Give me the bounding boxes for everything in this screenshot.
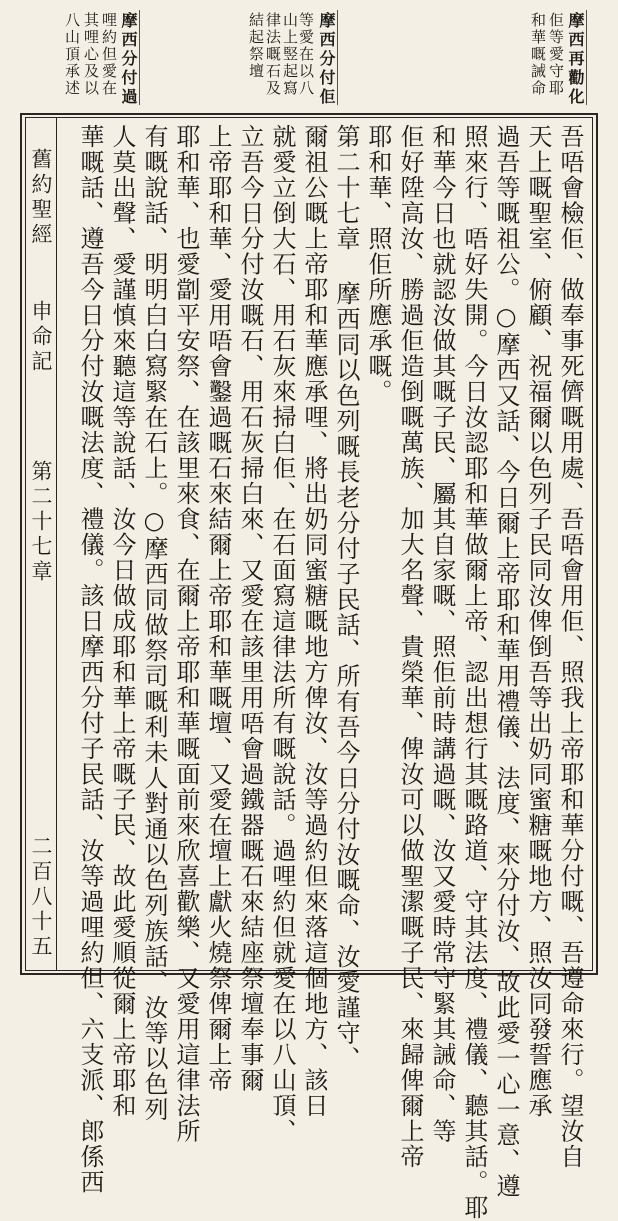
- headnote-2-line-4: 結起祭壇: [247, 12, 265, 80]
- headnote-rule: [337, 10, 338, 105]
- footer-divider: [56, 117, 57, 971]
- text-column-3: 過吾等嘅祖公。○摩西又話、今日爾上帝耶和華用禮儀、法度、來分付汝、故此愛一心一意、遵: [492, 124, 520, 1199]
- headnote-3-heading: 摩西分付過: [119, 12, 138, 107]
- text-column-11: 立吾今日分付汝嘅石、用石灰掃白來、又愛在該里用唔會過鐵器嘅石來結座祭壇奉事爾: [236, 124, 264, 1093]
- text-column-6: 佢好陞高汝、勝過佢造倒嘅萬族、加大名聲、貴榮華、俾汝可以做聖潔嘅子民、來歸俾爾上帝: [396, 124, 424, 1170]
- headnote-3-line-2: 其哩心及以: [82, 12, 100, 97]
- headnote-2-line-2: 山上竪起寫: [281, 12, 299, 97]
- text-column-9: 爾祖公嘅上帝耶和華應承哩、將出奶同蜜糖嘅地方俾汝、汝等過約但來落這個地方、該日: [300, 124, 328, 1119]
- text-column-13: 耶和華、也愛劏平安祭、在該里來食、在爾上帝耶和華嘅面前來欣喜歡樂、又愛用這律法所: [172, 124, 200, 1144]
- text-column-10: 就愛立倒大石、用石灰來掃白佢、在石面寫這律法所有嘅說話。過哩約但就愛在以八山頂、: [268, 124, 296, 1144]
- headnote-1-line-2: 和華嘅誡命: [529, 12, 547, 97]
- text-column-8: 第二十七章 摩西同以色列嘅長老分付子民話、所有吾今日分付汝嘅命、汝愛謹守、: [332, 124, 360, 1072]
- footer-chapter: 第二十七章: [29, 460, 53, 585]
- headnote-2-line-1: 等愛在以八: [297, 12, 315, 97]
- headnote-1-heading: 摩西再勸化: [566, 12, 585, 107]
- text-column-4: 照來行、唔好失開。今日汝認耶和華做爾上帝、認出想行其嘅路道、守其法度、禮儀、聽其話。耶: [460, 124, 488, 1221]
- footer-book-title: 舊約聖經: [29, 148, 53, 248]
- footer-section: 申命記: [29, 300, 53, 375]
- text-column-12: 上帝耶和華、愛用唔會鑿過嘅石來結爾上帝耶和華嘅壇、又愛在壇上獻火燒祭俾爾上帝: [204, 124, 232, 1093]
- text-column-7: 耶和華、照佢所應承嘅。: [364, 124, 392, 405]
- headnote-3-line-3: 八山頂承述: [63, 12, 81, 97]
- text-column-5: 和華今日也就認汝做其嘅子民、屬其自家嘅、照佢前時講過嘅、汝又愛時常守緊其誡命、等: [428, 124, 456, 1144]
- text-column-1: 吾唔會檢佢、做奉事死儕嘅用處、吾唔會用佢、照我上帝耶和華分付嘅、吾遵命來行。望汝自: [556, 124, 584, 1170]
- text-column-14: 有嘅說話、明明白白寫緊在石上。○摩西同做祭司嘅利未人對通以色列族話、汝等以色列: [140, 124, 168, 1123]
- text-column-16: 華嘅話、遵吾今日分付汝嘅法度、禮儀。該日摩西分付子民話、汝等過哩約但、六支派、郎係西: [76, 124, 104, 1195]
- headnote-2-line-3: 律法嘅石及: [264, 12, 282, 97]
- headnote-2-heading: 摩西分付佢: [317, 12, 336, 107]
- text-column-15: 人莫出聲、愛謹慎來聽這等說話、汝今日做成耶和華上帝嘅子民、故此愛順從爾上帝耶和: [108, 124, 136, 1119]
- headnote-rule: [586, 10, 587, 105]
- text-column-2: 天上嘅聖室、俯顧、祝福爾以色列子民同汝俾倒吾等出奶同蜜糖嘅地方、照汝同發誓應承: [524, 124, 552, 1119]
- headnote-3-line-1: 哩約但愛在: [100, 12, 118, 97]
- page-number: 二百八十五: [29, 835, 53, 960]
- headnote-1-line-1: 佢等愛守耶: [547, 12, 565, 97]
- headnote-rule: [139, 10, 140, 105]
